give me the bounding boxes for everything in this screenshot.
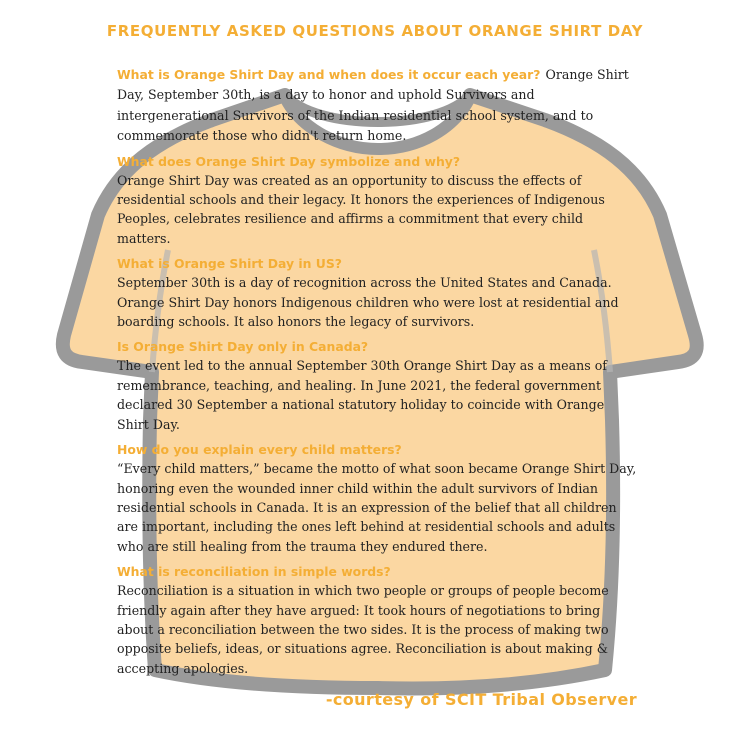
faq-item bbox=[117, 440, 637, 556]
faq-list bbox=[117, 64, 637, 684]
faq-question: What is Orange Shirt Day in US? bbox=[117, 256, 342, 272]
faq-answer: Reconciliation is a situation in which two people or groups of people become friendly again after they have argued: It took hours of negotiations to bring about a reconciliation between the two sides. It is the process of making two opposite beliefs, ideas, or situations agree. Reconciliation is about making & accepting apologies. bbox=[117, 583, 609, 676]
faq-item bbox=[117, 562, 637, 678]
faq-answer: September 30th is a day of recognition across the United States and Canada. Orange Shirt Day honors Indigenous children who were lost at residential and boarding schools. It also honors the legacy of survivors. bbox=[117, 275, 619, 330]
source-credit: -courtesy of SCIT Tribal Observer bbox=[325, 690, 637, 709]
faq-answer: “Every child matters,” became the motto of what soon became Orange Shirt Day, honoring even the wounded inner child within the adult survivors of Indian residential schools in Canada. It is an expression of the belief that all children are important, including the ones left behind at residential schools and adults who are still healing from the trauma they endured there. bbox=[117, 461, 637, 554]
faq-answer: Orange Shirt Day, September 30th, is a day to honor and uphold Survivors and intergenerational Survivors of the Indian residential school system, and to commemorate those who didn't return home. bbox=[117, 67, 629, 144]
page-title: FREQUENTLY ASKED QUESTIONS ABOUT ORANGE SHIRT DAY bbox=[106, 22, 644, 40]
faq-item bbox=[117, 152, 637, 249]
faq-item bbox=[117, 337, 637, 434]
faq-question: What is reconciliation in simple words? bbox=[117, 564, 391, 580]
faq-question: How do you explain every child matters? bbox=[117, 442, 402, 458]
faq-question: What does Orange Shirt Day symbolize and why? bbox=[117, 153, 461, 169]
faq-answer: Orange Shirt Day was created as an opportunity to discuss the effects of residential schools and their legacy. It honors the experiences of Indigenous Peoples, celebrates resilience and affirms a commitment that every child matters. bbox=[117, 172, 605, 246]
faq-answer: The event led to the annual September 30th Orange Shirt Day as a means of remembrance, teaching, and healing. In June 2021, the federal government declared 30 September a national statutory holiday to coincide with Orange Shirt Day. bbox=[117, 358, 607, 432]
faq-question: Is Orange Shirt Day only in Canada? bbox=[117, 339, 369, 355]
faq-question: What is Orange Shirt Day and when does it occur each year? bbox=[117, 67, 541, 82]
faq-item bbox=[117, 254, 637, 331]
faq-item bbox=[117, 64, 637, 146]
